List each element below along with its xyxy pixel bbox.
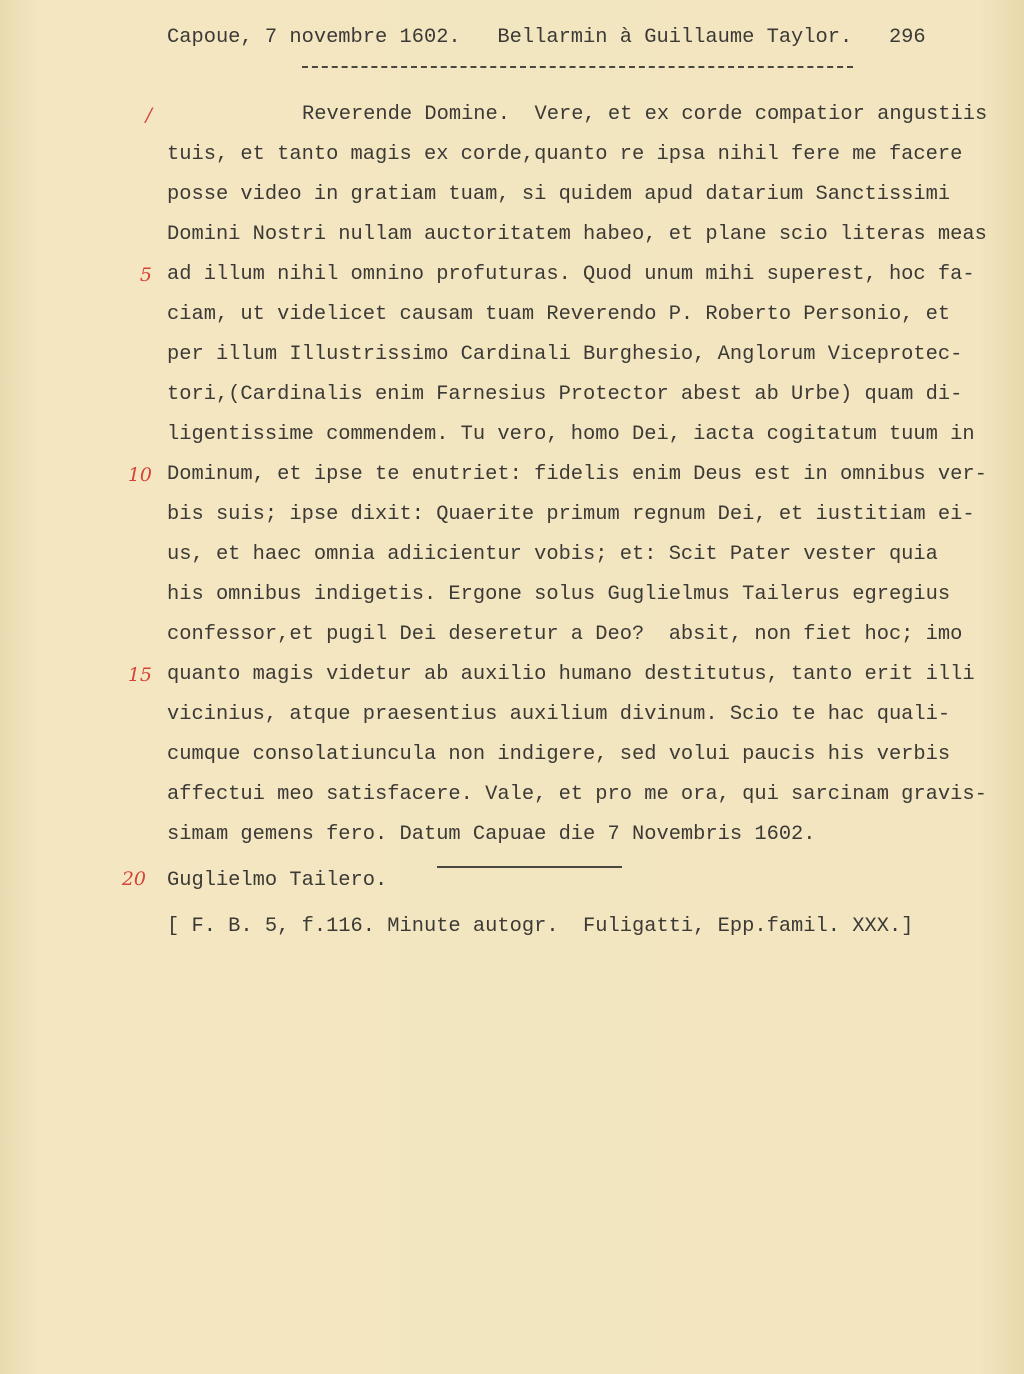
- line-text: ad illum nihil omnino profuturas. Quod unum mihi superest, hoc fa-: [167, 263, 975, 286]
- text-line: [0, 135, 1024, 175]
- line-text: tori,(Cardinalis enim Farnesius Protector abest ab Urbe) quam di-: [167, 383, 963, 406]
- line-text: cumque consolatiuncula non indigere, sed volui paucis his verbis: [167, 743, 951, 766]
- line-text: Dominum, et ipse te enutriet: fidelis enim Deus est in omnibus ver-: [167, 463, 987, 486]
- line-number: 20: [121, 868, 146, 890]
- signature-rule: [437, 866, 622, 868]
- line-text: posse video in gratiam tuam, si quidem apud datarium Sanctissimi: [167, 183, 951, 206]
- line-text: his omnibus indigetis. Ergone solus Guglielmus Tailerus egregius: [167, 583, 951, 606]
- line-number: /: [145, 104, 152, 126]
- text-line: [0, 495, 1024, 535]
- text-line: [0, 615, 1024, 655]
- text-line: [0, 455, 1024, 495]
- line-text: quanto magis videtur ab auxilio humano destitutus, tanto erit illi: [167, 663, 975, 686]
- line-text: us, et haec omnia adiicientur vobis; et: Scit Pater vester quia: [167, 543, 938, 566]
- letter-body: [0, 95, 1024, 855]
- running-header: Capoue, 7 novembre 1602. Bellarmin à Guillaume Taylor. 296: [167, 26, 926, 49]
- line-text: ligentissime commendem. Tu vero, homo Dei, iacta cogitatum tuum in: [167, 423, 975, 446]
- line-number: 15: [127, 664, 152, 686]
- text-line: [0, 815, 1024, 855]
- text-line: [0, 655, 1024, 695]
- line-text: affectui meo satisfacere. Vale, et pro me ora, qui sarcinam gravis-: [167, 783, 987, 806]
- line-text: confessor,et pugil Dei deseretur a Deo? absit, non fiet hoc; imo: [167, 623, 963, 646]
- text-line: [0, 335, 1024, 375]
- line-text: tuis, et tanto magis ex corde,quanto re ipsa nihil fere me facere: [167, 143, 963, 166]
- text-line: [0, 295, 1024, 335]
- line-text: Reverende Domine. Vere, et ex corde compatior angustiis: [302, 103, 988, 126]
- text-line: [0, 575, 1024, 615]
- text-line: [0, 415, 1024, 455]
- line-text: vicinius, atque praesentius auxilium divinum. Scio te hac quali-: [167, 703, 951, 726]
- text-line: [0, 215, 1024, 255]
- line-text: bis suis; ipse dixit: Quaerite primum regnum Dei, et iustitiam ei-: [167, 503, 975, 526]
- line-number: 10: [127, 464, 152, 486]
- line-text: Domini Nostri nullam auctoritatem habeo, et plane scio literas meas: [167, 223, 987, 246]
- line-number: 5: [139, 264, 152, 286]
- addressee: Guglielmo Tailero.: [167, 869, 388, 892]
- text-line: [0, 175, 1024, 215]
- text-line: [0, 95, 1024, 135]
- line-text: simam gemens fero. Datum Capuae die 7 Novembris 1602.: [167, 823, 816, 846]
- text-line: [0, 375, 1024, 415]
- line-text: ciam, ut videlicet causam tuam Reverendo P. Roberto Personio, et: [167, 303, 951, 326]
- text-line: [0, 735, 1024, 775]
- text-line: [0, 255, 1024, 295]
- text-line: [0, 535, 1024, 575]
- source-footnote: [ F. B. 5, f.116. Minute autogr. Fuligatti, Epp.famil. XXX.]: [167, 915, 914, 938]
- text-line: [0, 695, 1024, 735]
- header-dashed-rule: [302, 66, 853, 68]
- line-text: per illum Illustrissimo Cardinali Burghesio, Anglorum Viceprotec-: [167, 343, 963, 366]
- text-line: [0, 775, 1024, 815]
